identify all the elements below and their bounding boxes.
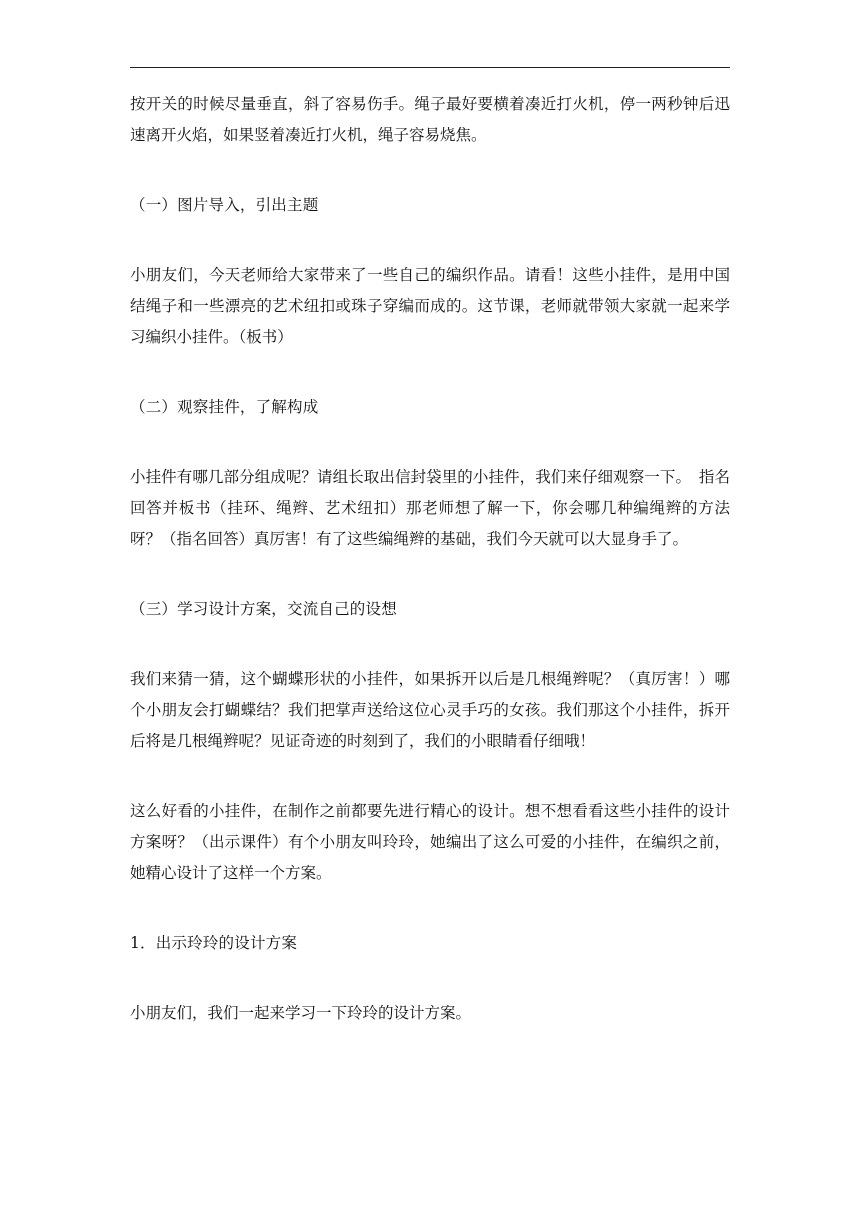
section-heading-2: （二）观察挂件，了解构成 bbox=[130, 398, 319, 416]
document-body bbox=[130, 89, 730, 1029]
paragraph-observe: 小挂件有哪几部分组成呢？请组长取出信封袋里的小挂件，我们来仔细观察一下。 指名回答并板书（挂环、绳辫、艺术纽扣）那老师想了解一下，你会哪几种编绳辫的方法呀？（指名回答）真厉害！有了这些编绳辫的基础，我们今天就可以大显身手了。 bbox=[130, 468, 730, 548]
paragraph-intro: 小朋友们，今天老师给大家带来了一些自己的编织作品。请看！这些小挂件，是用中国结绳子和一些漂亮的艺术纽扣或珠子穿编而成的。这节课，老师就带领大家就一起来学习编织小挂件。（板书） bbox=[130, 266, 730, 346]
paragraph-learn-plan: 小朋友们，我们一起来学习一下玲玲的设计方案。 bbox=[130, 1004, 472, 1022]
section-heading-3: （三）学习设计方案，交流自己的设想 bbox=[130, 600, 397, 618]
paragraph-lighter-safety: 按开关的时候尽量垂直，斜了容易伤手。绳子最好要横着凑近打火机，停一两秒钟后迅速离开火焰，如果竖着凑近打火机，绳子容易烧焦。 bbox=[130, 95, 730, 144]
section-heading-1: （一）图片导入，引出主题 bbox=[130, 196, 319, 214]
paragraph-guess: 我们来猜一猜，这个蝴蝶形状的小挂件，如果拆开以后是几根绳辫呢？（真厉害！）哪个小朋友会打蝴蝶结？我们把掌声送给这位心灵手巧的女孩。我们那这个小挂件，拆开后将是几根绳辫呢？见证奇迹的时刻到了，我们的小眼睛看仔细哦！ bbox=[130, 670, 730, 750]
header-rule bbox=[130, 67, 730, 68]
subsection-heading-1: 1．出示玲玲的设计方案 bbox=[130, 934, 298, 952]
paragraph-design: 这么好看的小挂件，在制作之前都要先进行精心的设计。想不想看看这些小挂件的设计方案呀？（出示课件）有个小朋友叫玲玲，她编出了这么可爱的小挂件，在编织之前，她精心设计了这样一个方案。 bbox=[130, 802, 730, 882]
